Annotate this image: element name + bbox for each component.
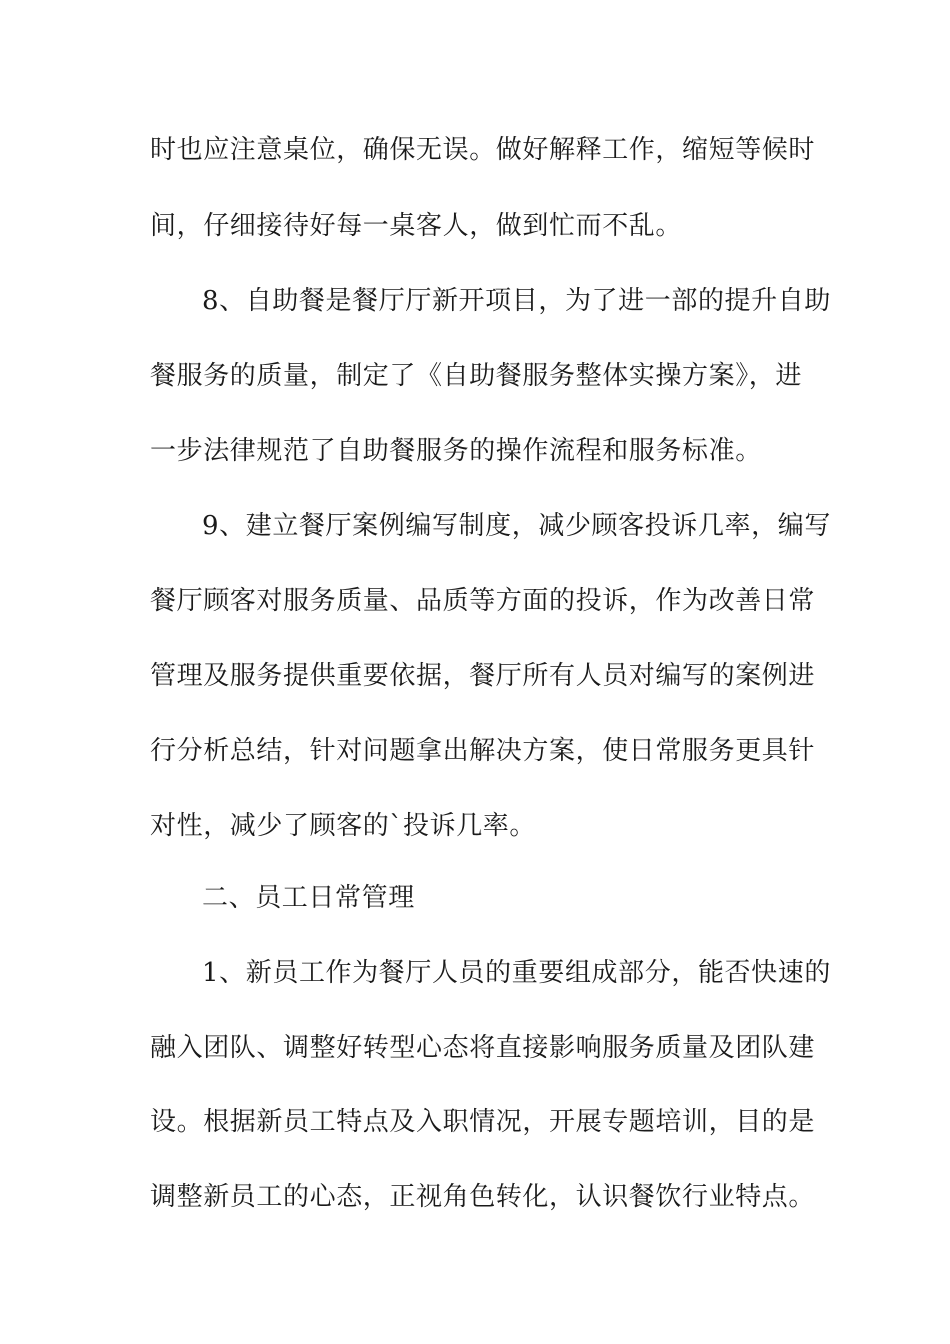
paragraph-line: 对性，减少了顾客的`投诉几率。	[150, 811, 537, 841]
section-heading: 二、员工日常管理	[202, 883, 415, 913]
paragraph-line: 9、建立餐厅案例编写制度，减少顾客投诉几率，编写	[202, 511, 831, 541]
paragraph-line: 餐服务的质量，制定了《自助餐服务整体实操方案》，进	[150, 361, 803, 391]
paragraph-line: 餐厅顾客对服务质量、品质等方面的投诉，作为改善日常	[150, 586, 816, 616]
paragraph-line: 时也应注意桌位，确保无误。做好解释工作，缩短等候时	[150, 135, 816, 165]
paragraph-line: 融入团队、调整好转型心态将直接影响服务质量及团队建	[150, 1033, 816, 1063]
paragraph-line: 设。根据新员工特点及入职情况，开展专题培训，目的是	[150, 1107, 816, 1137]
paragraph-line: 管理及服务提供重要依据，餐厅所有人员对编写的案例进	[150, 661, 816, 691]
paragraph-line: 间，仔细接待好每一桌客人，做到忙而不乱。	[150, 211, 683, 241]
paragraph-line: 8、自助餐是餐厅厅新开项目，为了进一部的提升自助	[202, 286, 831, 316]
paragraph-line: 一步法律规范了自助餐服务的操作流程和服务标准。	[150, 436, 762, 466]
paragraph-line: 行分析总结，针对问题拿出解决方案，使日常服务更具针	[150, 736, 816, 766]
paragraph-line: 调整新员工的心态，正视角色转化，认识餐饮行业特点。	[150, 1182, 816, 1212]
paragraph-line: 1、新员工作为餐厅人员的重要组成部分，能否快速的	[202, 958, 831, 988]
